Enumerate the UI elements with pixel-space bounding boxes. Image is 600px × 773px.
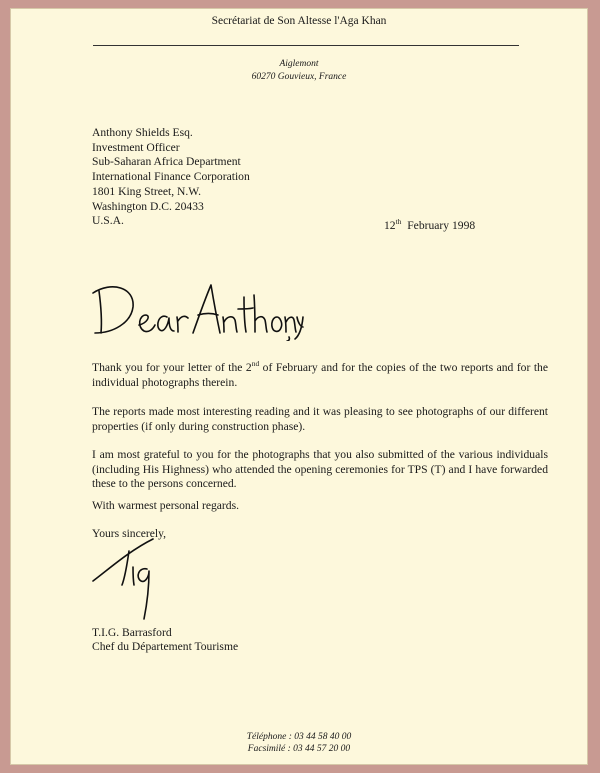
footer-telephone: Téléphone : 03 44 58 40 00 <box>246 732 352 742</box>
body-paragraph-1: Thank you for your letter of the 2nd of February and for the copies of the two reports and for the individual photographs therein. <box>92 359 548 389</box>
recipient-address <box>92 126 250 229</box>
valediction: Yours sincerely, <box>92 527 167 540</box>
letterhead-title: Secrétariat de Son Altesse l'Aga Khan <box>211 15 387 27</box>
letterhead-rule <box>93 45 519 46</box>
date-rest: February 1998 <box>407 218 476 232</box>
letter-date <box>384 217 475 232</box>
letterhead-place-name: Aiglemont <box>279 59 319 69</box>
date-suffix: th <box>395 217 402 226</box>
handwritten-salutation <box>89 271 304 341</box>
handwritten-signature <box>89 537 179 627</box>
date-day: 12 <box>384 218 396 232</box>
recipient-line: Sub-Saharan Africa Department <box>92 155 241 169</box>
recipient-line: U.S.A. <box>92 214 124 228</box>
recipient-line: International Finance Corporation <box>92 170 250 184</box>
body-paragraph-2: The reports made most interesting reading and it was pleasing to see photographs of our different properties (if only during construction phase). <box>92 405 548 433</box>
letter-page <box>10 8 588 765</box>
recipient-line: Anthony Shields Esq. <box>92 126 193 139</box>
footer-fax: Facsimilé : 03 44 57 20 00 <box>247 744 351 754</box>
body-paragraph-4: With warmest personal regards. <box>92 499 239 512</box>
recipient-line: Investment Officer <box>92 140 180 154</box>
recipient-line: Washington D.C. 20433 <box>92 199 204 213</box>
signer-name: T.I.G. Barrasford <box>92 626 172 639</box>
recipient-line: 1801 King Street, N.W. <box>92 184 202 198</box>
signer-title: Chef du Département Tourisme <box>92 640 239 653</box>
body-paragraph-3: I am most grateful to you for the photographs that you also submitted of the various individuals (including His Highness) who attended the opening ceremonies for TPS (T) and I have forwarded these to the persons concerned. <box>92 448 548 491</box>
letterhead-place-postcode: 60270 Gouvieux, France <box>251 72 347 82</box>
